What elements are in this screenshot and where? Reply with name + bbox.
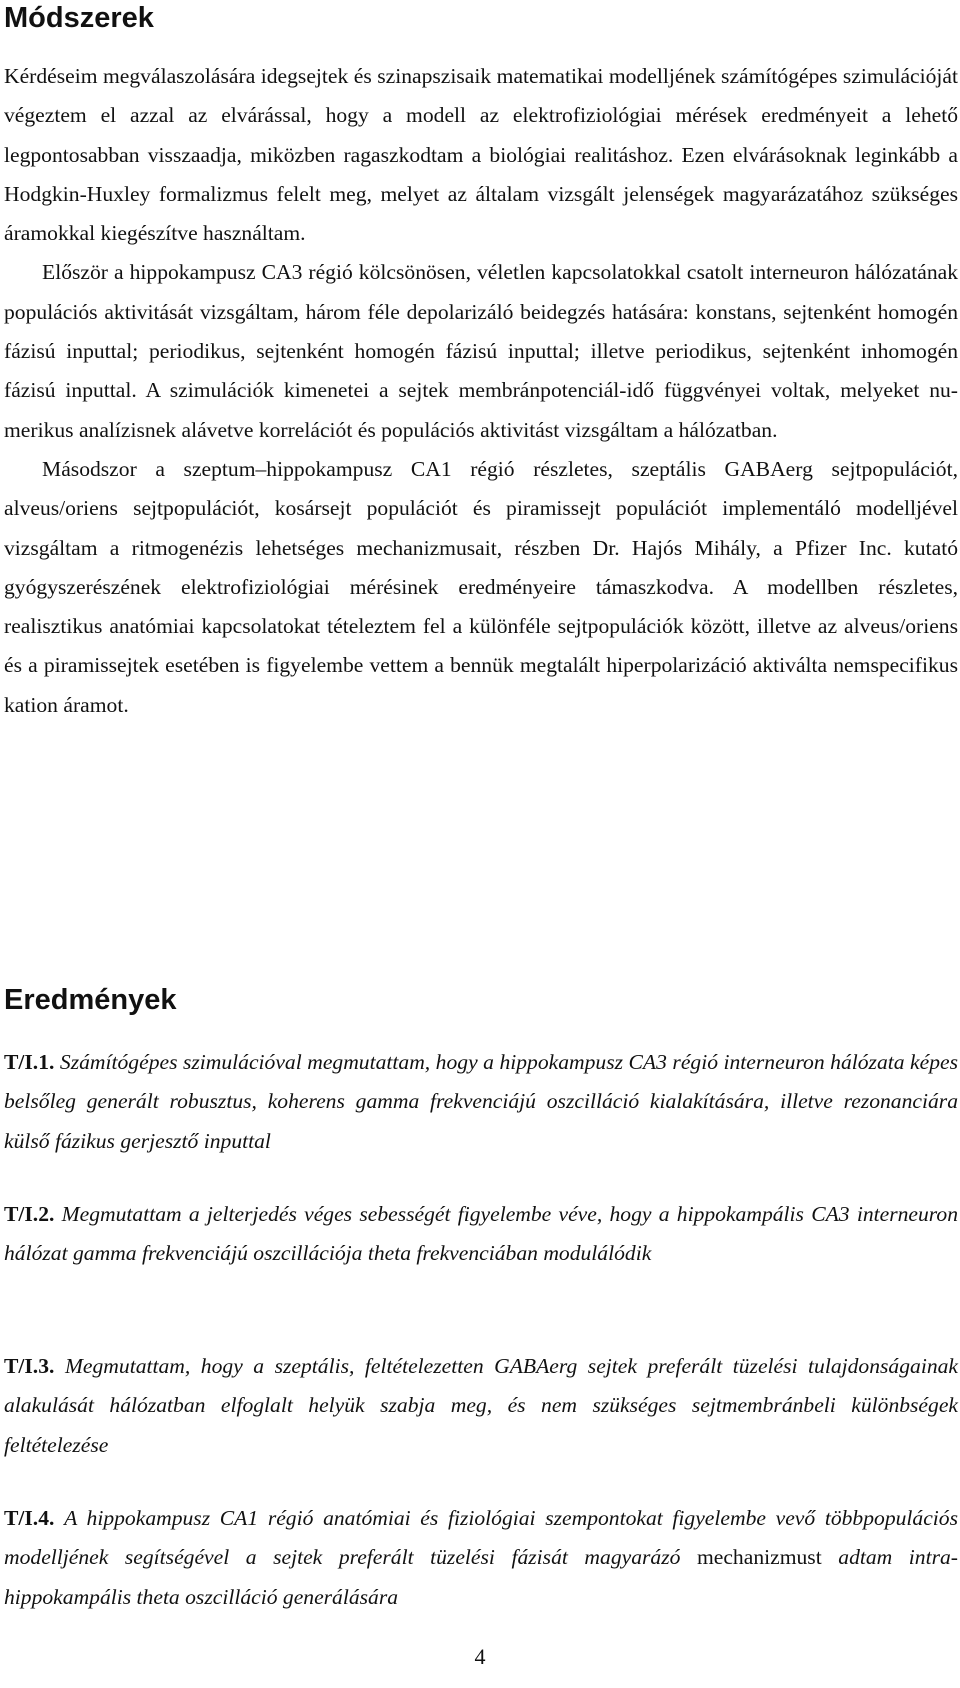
methods-paragraph-2: Először a hippokampusz CA3 régió kölcsönösen, véletlen kapcsolatokkal csatolt interneuron hálózatának populációs aktivitását vizsgáltam, három féle depolarizáló beidegzés hatására: konstans, sejtenként homogén fázisú inputtal; periodikus, sejtenként homogén fázisú inputtal; illetve periodikus, sejtenként inhomogén fázisú inputtal. A szimulációk kimenetei a sejtek membránpotenciál-idő függvényei voltak, melyeket numerikus analízisnek alávetve korrelációt és populációs aktivitást vizsgáltam a hálózatban. xyxy=(4,260,958,442)
thesis-item-4 xyxy=(4,1499,958,1617)
thesis-text: Megmutattam, hogy a szeptális, feltételezetten GABAerg sejtek preferált tüzelési tulajdonságainak alakulását hálózatban elfoglalt helyük szabja meg, és nem szükséges sejtmembránbeli különbségek feltételezése xyxy=(4,1354,958,1457)
thesis-item-3 xyxy=(4,1347,958,1465)
thesis-item-2 xyxy=(4,1195,958,1274)
section-heading-methods: Módszerek xyxy=(4,2,154,34)
methods-paragraph-3: Másodszor a szeptum–hippokampusz CA1 régió részletes, szeptális GABAerg sejtpopulációt, alveus/oriens sejtpopulációt, kosársejt populációt és piramissejt populációt implementáló modelljével vizsgáltam a ritmogenézis lehetséges mechanizmusait, részben Dr. Hajós Mihály, a Pfizer Inc. kutató gyógyszerészének elektrofiziológiai mérésinek eredményeire támaszkodva. A modellben részletes, realisztikus anatómiai kapcsolatokat tételeztem fel a különféle sejtpopulációk között, illetve az alveus/oriens és a piramissejtek esetében is figyelembe vettem a bennük megtalált hiperpolarizáció aktiválta nemspecifikus kation áramot. xyxy=(4,456,958,717)
methods-section xyxy=(4,57,958,725)
thesis-text: Megmutattam a jelterjedés véges sebességét figyelembe véve, hogy a hippokampális CA3 interneuron hálózat gamma frekvenciájú oszcillációja theta frekvenciában modulálódik xyxy=(4,1202,958,1266)
thesis-label: T/I.2. xyxy=(4,1202,55,1226)
thesis-text: Számítógépes szimulációval megmutattam, hogy a hippokampusz CA3 régió interneuron hálózata képes belsőleg generált robusztus, koherens gamma frekvenciájú oszcilláció kialakítására, illetve rezonanciára külső fázikus gerjesztő inputtal xyxy=(4,1050,958,1153)
thesis-label: T/I.4. xyxy=(4,1506,55,1530)
thesis-label: T/I.1. xyxy=(4,1050,55,1074)
section-heading-results: Eredmények xyxy=(4,984,177,1016)
thesis-label: T/I.3. xyxy=(4,1354,55,1378)
thesis-text-upright: mechanizmust xyxy=(696,1545,822,1570)
thesis-text-part-2: adtam intra-hippokampális theta oszcilláció generálására xyxy=(4,1545,958,1609)
page-number: 4 xyxy=(474,1644,486,1669)
methods-paragraph-1: Kérdéseim megválaszolására idegsejtek és szinapszisaik matematikai modelljének számítógépes szimulációját végeztem el azzal az elvárással, hogy a modell az elektrofiziológiai mérések eredményeit a lehető legpontosabban visszaadja, miközben ragaszkodtam a biológiai realitáshoz. Ezen elvárásoknak leginkább a Hodgkin-Huxley formalizmus felelt meg, melyet az általam vizsgált jelenségek magyarázatához szükséges áramokkal kiegészítve használtam. xyxy=(4,64,958,246)
thesis-item-1 xyxy=(4,1043,958,1161)
thesis-text-part-1: A hippokampusz CA1 régió anatómiai és fiziológiai szempontokat figyelembe vevő többpopulációs modelljének segítségével a sejtek preferált tüzelési fázisát magyarázó xyxy=(4,1506,958,1570)
